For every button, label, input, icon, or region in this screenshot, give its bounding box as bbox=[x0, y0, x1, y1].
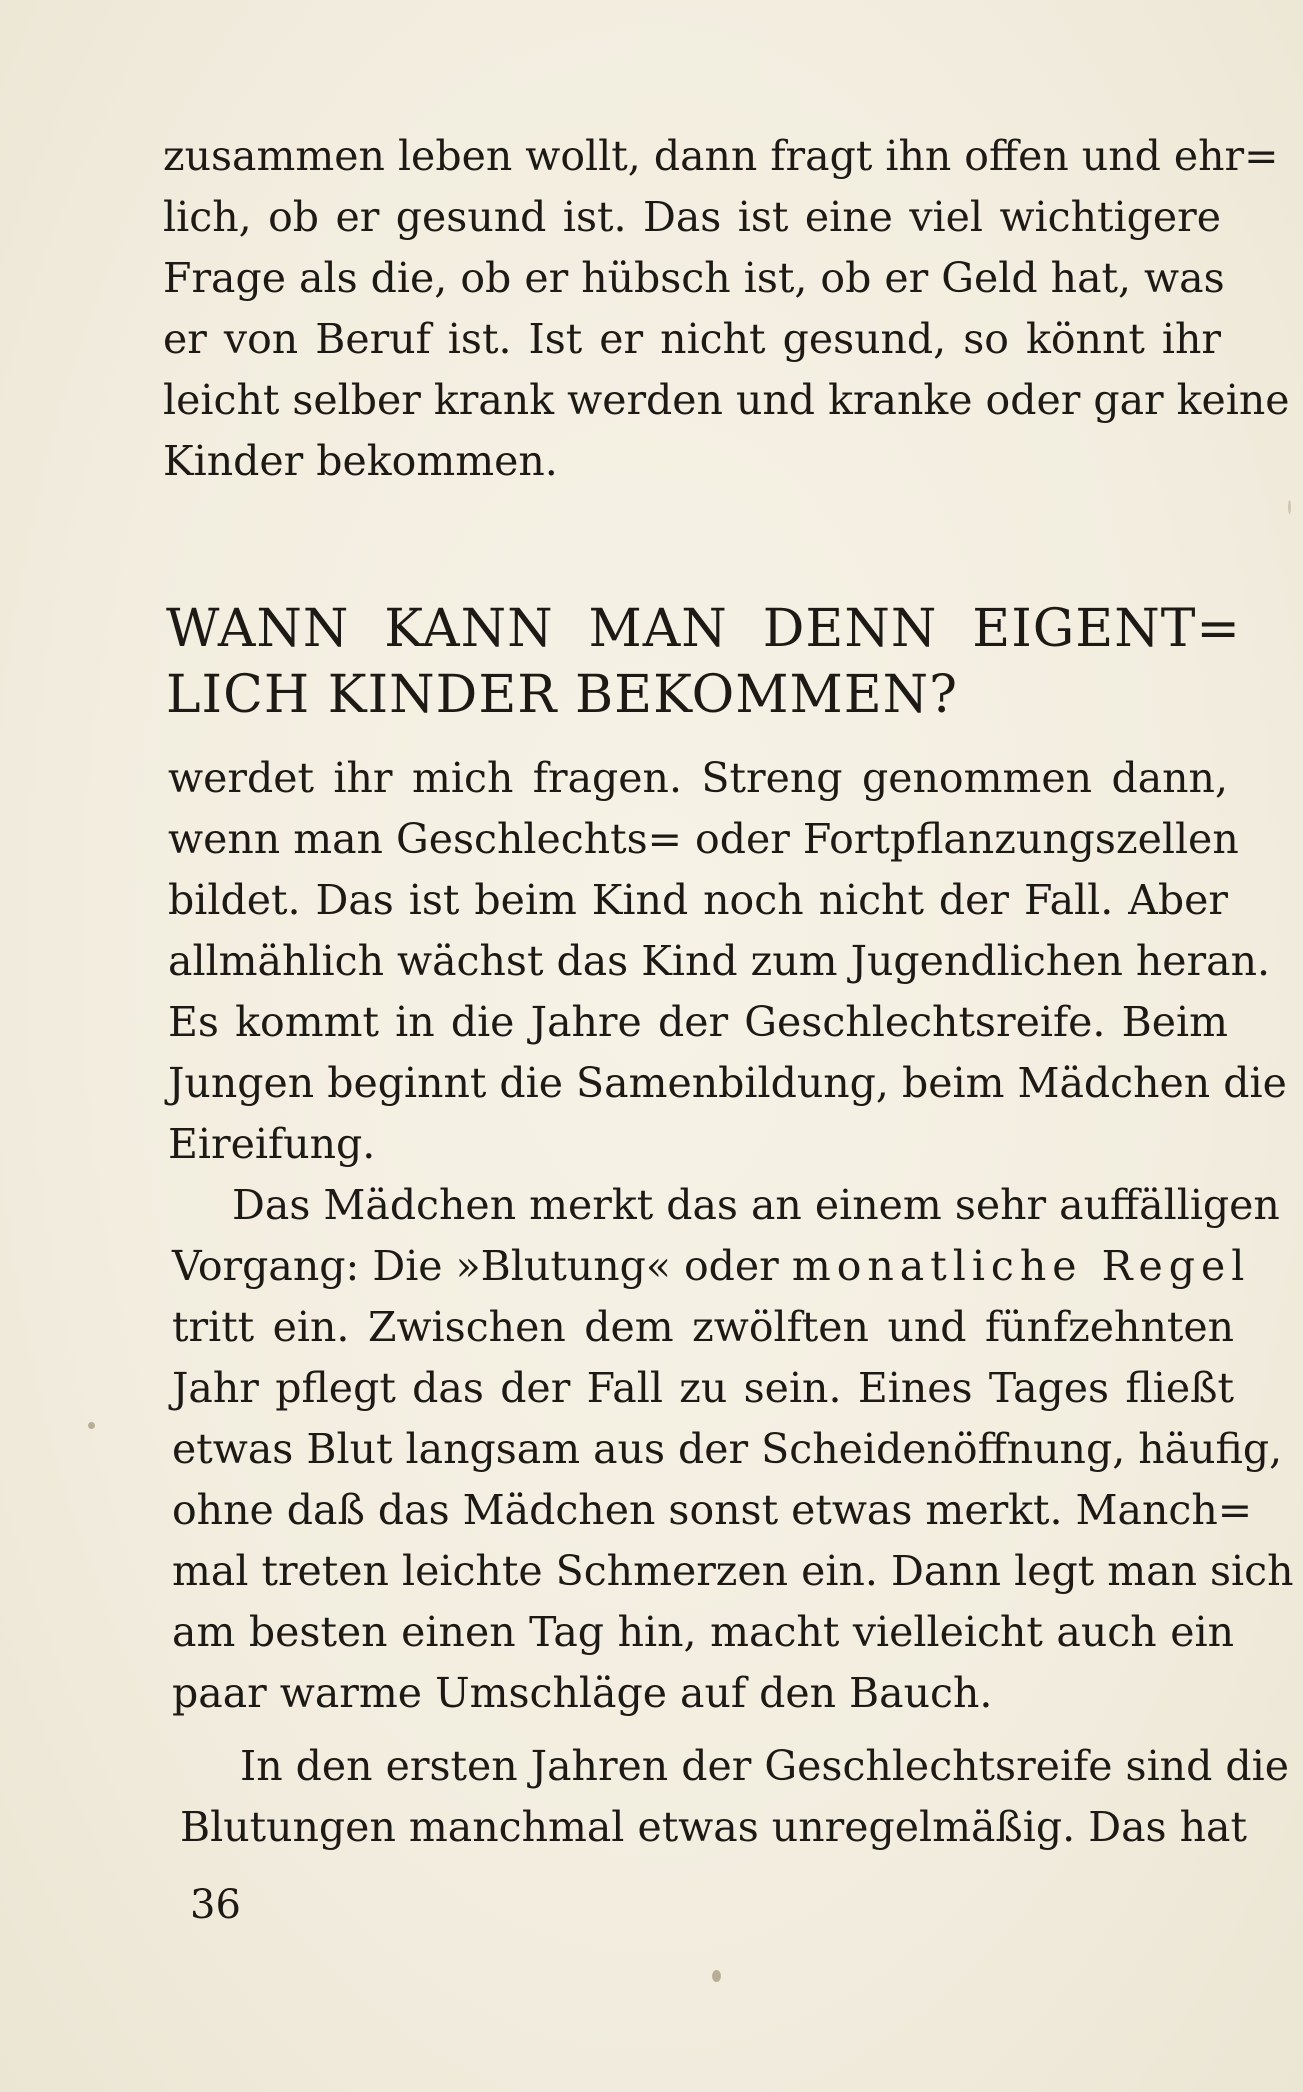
text-line: am besten einen Tag hin, macht vielleicht auch ein bbox=[172, 1608, 1234, 1656]
emphasized-term: monatliche Regel bbox=[791, 1242, 1251, 1290]
text-line: Kinder bekommen. bbox=[163, 437, 558, 485]
text-line: mal treten leichte Schmerzen ein. Dann legt man sich bbox=[172, 1547, 1294, 1595]
text-line: Jahr pflegt das der Fall zu sein. Eines Tages fließt bbox=[172, 1364, 1234, 1412]
text-line: Das Mädchen merkt das an einem sehr auffälligen bbox=[232, 1181, 1280, 1229]
text-line: In den ersten Jahren der Geschlechtsreife sind die bbox=[240, 1742, 1289, 1790]
text-line: werdet ihr mich fragen. Streng genommen dann, bbox=[168, 754, 1228, 802]
text-line: Jungen beginnt die Samenbildung, beim Mädchen die bbox=[168, 1059, 1287, 1107]
paragraph-menstruation bbox=[172, 1175, 1294, 1724]
text-line: paar warme Umschläge auf den Bauch. bbox=[172, 1669, 993, 1717]
text-line: allmählich wächst das Kind zum Jugendlichen heran. bbox=[168, 937, 1271, 985]
paper-speck bbox=[712, 1970, 721, 1982]
text-line: lich, ob er gesund ist. Das ist eine viel wichtigere bbox=[163, 193, 1221, 241]
section-heading bbox=[166, 596, 1241, 728]
text-line: tritt ein. Zwischen dem zwölften und fünfzehnten bbox=[172, 1303, 1234, 1351]
text-line: bildet. Das ist beim Kind noch nicht der Fall. Aber bbox=[168, 876, 1228, 924]
paper-speck bbox=[1288, 500, 1291, 514]
paper-speck bbox=[88, 1422, 95, 1429]
text-line: leicht selber krank werden und kranke oder gar keine bbox=[163, 376, 1290, 424]
text-line: ohne daß das Mädchen sonst etwas merkt. Manch= bbox=[172, 1486, 1253, 1534]
paragraph-irregular bbox=[180, 1736, 1289, 1858]
text-line: etwas Blut langsam aus der Scheidenöffnung, häufig, bbox=[172, 1425, 1283, 1473]
text-line: er von Beruf ist. Ist er nicht gesund, so könnt ihr bbox=[163, 315, 1221, 363]
text-line bbox=[172, 1236, 1251, 1297]
page-number: 36 bbox=[190, 1882, 241, 1928]
paragraph-answer bbox=[168, 748, 1287, 1175]
text-line: wenn man Geschlechts= oder Fortpflanzungszellen bbox=[168, 815, 1239, 863]
text-line: Es kommt in die Jahre der Geschlechtsreife. Beim bbox=[168, 998, 1228, 1046]
text-line: Blutungen manchmal etwas unregelmäßig. Das hat bbox=[180, 1803, 1247, 1851]
text-line: zusammen leben wollt, dann fragt ihn offen und ehr= bbox=[163, 132, 1279, 180]
heading-line: WANN KANN MAN DENN EIGENT= bbox=[166, 599, 1241, 659]
heading-line: LICH KINDER BEKOMMEN? bbox=[166, 665, 959, 725]
text-line: Frage als die, ob er hübsch ist, ob er Geld hat, was bbox=[163, 254, 1225, 302]
text-line: Eireifung. bbox=[168, 1120, 376, 1168]
text-segment: Vorgang: Die »Blutung« oder bbox=[172, 1242, 792, 1290]
paragraph-intro bbox=[163, 126, 1290, 492]
